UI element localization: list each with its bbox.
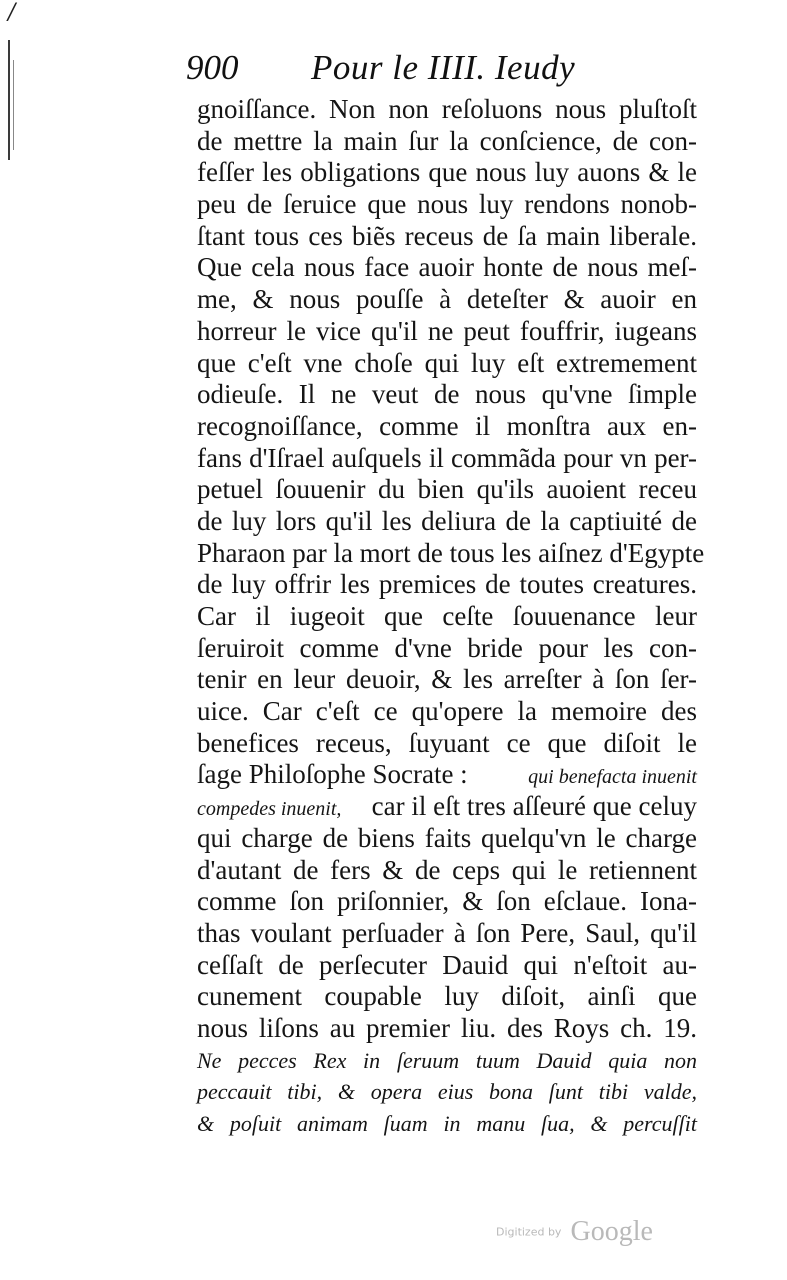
text-line: de luy offrir les premices de toutes creatures. [197, 569, 697, 600]
google-logo: Google [570, 1216, 653, 1247]
text-line: me, & nous pouſſe à deteſter & auoir en [197, 284, 697, 315]
digitization-watermark [496, 1216, 653, 1248]
text-line: Car il iugeoit que ceſte ſouuenance leur [197, 601, 697, 631]
text-line: benefices receus, ſuyuant ce que diſoit le [197, 727, 697, 758]
text-line: Que cela nous face auoir honte de nous meſ- [197, 252, 697, 283]
text-line: odieuſe. Il ne veut de nous qu'vne ſimple [197, 379, 697, 410]
page-number: 900 [186, 48, 239, 87]
text-line: comme ſon priſonnier, & ſon eſclaue. Iona- [197, 886, 697, 917]
text-line: feſſer les obligations que nous luy auons & le [197, 157, 697, 188]
text-line: ſtant tous ces biẽs receus de ſa main liberale. [197, 220, 697, 251]
latin-citation-line: Ne pecces Rex in ſeruum tuum Dauid quia non [197, 1047, 697, 1073]
text-line: que c'eſt vne choſe qui luy eſt extremement [197, 347, 697, 378]
binding-edge-line [8, 40, 10, 160]
text-line: de mettre la main ſur la conſcience, de con- [197, 125, 697, 156]
text-line: tenir en leur deuoir, & les arreſter à ſon ſer- [197, 664, 697, 695]
text-line: d'autant de fers & de ceps qui le retiennent [197, 854, 697, 885]
text-line: nous liſons au premier liu. des Roys ch. 19. [197, 1012, 697, 1043]
text-line: gnoiſſance. Non non reſoluons nous pluſtoſt [197, 94, 697, 124]
text-line: petuel ſouuenir du bien qu'ils auoient receu [197, 474, 697, 505]
text-line: Pharaon par la mort de tous les aiſnez d'Egypte [197, 537, 705, 568]
compedes-line [197, 791, 697, 823]
binding-edge-shadow [13, 60, 14, 150]
text-line: fans d'Iſrael auſquels il commãda pour vn per- [197, 442, 697, 473]
margin-corner-mark: / [8, 0, 16, 25]
text-line: cunement coupable luy diſoit, ainſi que [197, 981, 697, 1012]
text-line: qui charge de biens faits quelqu'vn le charge [197, 822, 697, 853]
text-line: peu de ſeruice que nous luy rendons nonob- [197, 189, 697, 220]
latin-citation-line: & poſuit animam ſuam in manu ſua, & percuſſit [197, 1111, 697, 1136]
text-line: ceſſaſt de perſecuter Dauid qui n'eſtoit au- [197, 949, 697, 980]
running-header [186, 48, 706, 98]
text-line: uice. Car c'eſt ce qu'opere la memoire des [197, 696, 697, 727]
text-line: ſeruiroit comme d'vne bride pour les con- [197, 632, 697, 663]
text-line: thas voulant perſuader à ſon Pere, Saul, qu'il [197, 917, 697, 948]
text-line: horreur le vice qu'il ne peut fouffrir, iugeans [197, 315, 697, 346]
latin-quote-end: compedes inuenit, [197, 798, 342, 821]
latin-citation-line: peccauit tibi, & opera eius bona ſunt tibi valde, [197, 1079, 697, 1105]
watermark-prefix: Digitized by [496, 1225, 562, 1239]
socrate-quote-line [197, 759, 697, 791]
running-title: Pour le IIII. Ieudy [311, 48, 576, 87]
text-line: de luy lors qu'il les deliura de la captiuité de [197, 505, 697, 536]
socrate-roman-text: ſage Philoſophe Socrate : [197, 759, 468, 790]
latin-quote-start: qui benefacta inuenit [528, 766, 697, 789]
text-line: recognoiſſance, comme il monſtra aux en- [197, 410, 697, 441]
body-text [197, 94, 705, 1140]
compedes-roman-text: car il eſt tres aſſeuré que celuy [371, 791, 697, 822]
